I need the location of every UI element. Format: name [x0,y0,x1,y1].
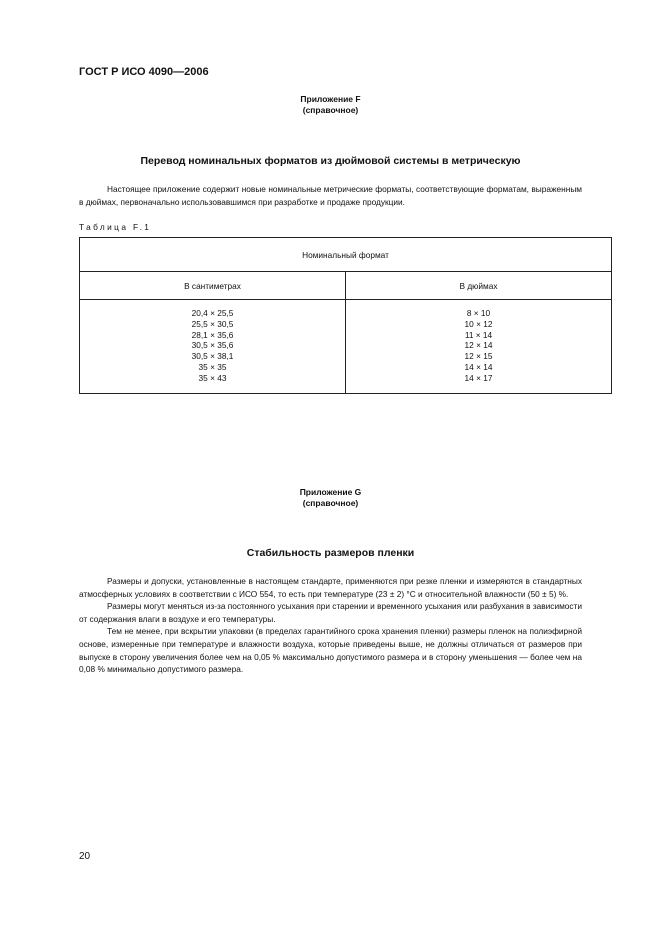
column-header-in: В дюймах [346,272,612,300]
appendix-f-intro [79,183,582,208]
column-header-cm: В сантиметрах [80,272,346,300]
appendix-g-body [79,575,582,676]
in-values-cell [346,300,612,394]
cm-values-cell [80,300,346,394]
table-cell: 10 × 12 [464,318,493,329]
appendix-f-heading [0,94,661,116]
appendix-f-title: Перевод номинальных форматов из дюймовой системы в метрическую [140,155,521,167]
document-header: ГОСТ Р ИСО 4090—2006 [79,66,209,78]
table-cell: 20,4 × 25,5 [191,308,234,318]
table-caption: Таблица F.1 [79,222,152,232]
table-cell: 12 × 14 [464,340,493,351]
appendix-g-heading [0,487,661,509]
table-cell: 11 × 14 [464,329,493,340]
appendix-f-kind: (справочное) [302,105,359,115]
table-cell: 8 × 10 [466,308,491,318]
intro-paragraph: Настоящее приложение содержит новые номинальные метрические форматы, соответствующие форматам, выраженным в дюймах, первоначально использовавшимся при разработке и продаже продукции. [79,184,582,207]
table-cell: 35 × 43 [198,372,227,383]
table-cell: 14 × 17 [464,372,493,383]
page-number: 20 [79,851,91,862]
table-cell: 30,5 × 35,6 [191,340,234,351]
table-cell: 25,5 × 30,5 [191,318,234,329]
appendix-g-title: Стабильность размеров пленки [246,547,415,559]
paragraph-2: Размеры могут меняться из-за постоянного усыхания при старении и временного усыхания или разбухания в зависимости от содержания влаги в воздухе и его температуры. [79,601,582,624]
paragraph-1: Размеры и допуски, установленные в настоящем стандарте, применяются при резке пленки и измеряются в стандартных атмосферных условиях в соответствии с ИСО 554, то есть при температуре (23 ± 2) °С и относительной влажности (50 ± 5) %. [79,576,582,599]
appendix-g-kind: (справочное) [302,498,359,508]
table-cell: 14 × 14 [464,361,493,372]
table-group-header: Номинальный формат [80,238,612,272]
formats-table [79,237,612,394]
appendix-g-label: Приложение G [299,487,362,497]
paragraph-3: Тем не менее, при вскрытии упаковки (в пределах гарантийного срока хранения пленки) размеры пленок на полиэфирной основе, измеренные при температуре и влажности воздуха, которые приведены выше, не должны отличаться от размеров при выпуске в сторону увеличения более чем на 0,05 % максимально допустимого размера и в сторону уменьшения — более чем на 0,08 % минимально допустимого размера. [79,626,582,675]
table-cell: 30,5 × 38,1 [191,351,234,362]
table-cell: 35 × 35 [198,361,227,372]
table-cell: 12 × 15 [464,351,493,362]
appendix-f-label: Приложение F [300,94,361,104]
table-cell: 28,1 × 35,6 [191,329,234,340]
